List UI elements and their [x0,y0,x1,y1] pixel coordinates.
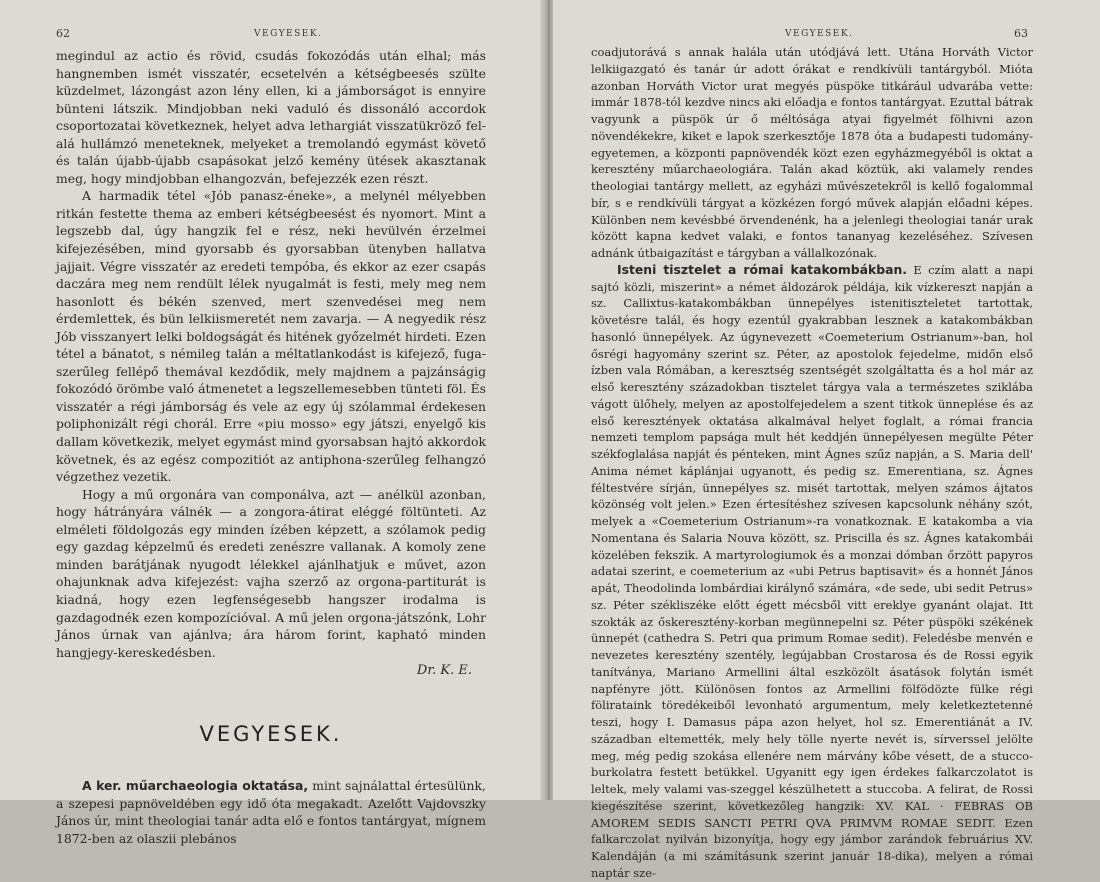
right-page [553,0,1100,880]
left-page-number: 62 [56,27,70,40]
item2-lead-title: Isteni tisztelet a római katakombákban. [617,261,907,277]
left-paragraph-1: megindul az actio és rövid, csudás fokozódás után elhal; más hangnemben ismét visszatér, ecsetelvén a kétségbeesés szülte küzdelmet, lázongást azon lény ellen, ki a jámborságot is ennyire bünteni látszik. Mindjobban neki vaduló és dissonáló accordok csoportozatai következnek, helyet adva lethargiát visszatükröző fel-alá hullámzó meneteknek, melyeket a tremolandó egymást követő és talán újabb-újabb csapásokat jelző kemény ütések akasztanak meg, hogy mindjobban elhangozván, befejezzék ezen részt. [56,48,486,186]
item-body-text: mint sajnálattal értesülünk, a szepesi papnöveldében egy idő óta megakadt. Azelőtt Vajdovszky János úr, mint theologiai tanár adta elő e fontos tantárgyat, mígnem 1872-ben az olaszii plebános [56,778,486,846]
left-page [0,0,545,846]
right-page-number: 63 [1014,27,1028,40]
signature: Dr. K. E. [416,663,472,679]
item-lead-title: A ker. műarchaeologia oktatása, [82,778,309,794]
section-heading: VEGYESEK. [199,721,343,746]
left-item-paragraph [56,777,486,847]
right-item-paragraph [591,262,1033,882]
item2-body-text: E czím alatt a napi sajtó közli, miszerint» a német áldozárok példája, kik vízkereszt napján a sz. Callixtus-katakombákban ünnepélyes istenitiszteletet tartottak, követésre talál, és hogy ezentúl gyakrabban lesznek a katakombákban hasonló ünnepélyek. Az úgynevezett «Coemeterium Ostrianum»-ban, hol ősrégi hagyomány szerint sz. Péter, az apostolok fejedelme, midőn első ízben vala Rómában, a keresztség szentségét szolgáltatta és a hol már az első keresztény századokban tisztelet tárgya vala a természetes sziklába vágott ülőhely, melyen az apostolfejedelem a szent titkok ünneplése és az első keresztények oktatása alkalmával helyet foglalt, a római francia nemzeti templom papsága mult hét keddjén ünnepélyesen megülte Péter székfoglalása napját és pénteken, mint Ágnes szűz napján, a S. Maria dell' Anima német káplánjai ugyanott, és pedig sz. Emerentiana, sz. Ágnes féltestvére sírján, ünnepélyes sz. misét tartottak, melyen számos ájtatos közönség volt jelen.» Ezen értesítéshez szívesen kapcsolunk néhány szót, melyek a «Coemeterium Ostrianum»-ra vonatkoznak. E katakomba a via Nomentana és Salaria Nouva között, sz. Priscilla és sz. Ágnes katakombái közelében fekszik. A martyrologiumok és a monzai dómban őrzött papyros adatai szerint, e coemeterium az «ubi Petrus baptisavit» és a honnét János apát, Theodolinda lombárdiai királynő számára, «de sede, ubi sedit Petrus» sz. Péter székliszéke előtt égett mécsből vitt ereklye gyanánt olajat. Itt szokták az őskeresztény-korban megünnepelni sz. Péter püspöki székének ünnepét (cathedra S. Petri qua primum Romae sedit). Feledésbe menvén e nevezetes keresztény szentély, legújabban Crostarosa és de Rossi egyik tanítványa, Mariano Armellini által eszközölt ásatások folytán ismét napfényre jött. Különösen fontos az Armellini fölfödözte fülke régi fölirataink töredékeiből levonható argumentum, mely keletkeztetenné teszi, hogy I. Damasus pápa azon helyet, hol sz. Emerentiánát a IV. században eltemették, mely hely tölle nyerte nevét is, sírverssel jelölte meg, még pedig szokása ellenére nem márvány kőbe vésett, de a stucco-burkolatra festett betükkel. Ugyanitt egy igen érdekes falkarczolatot is leltek, mely valami vas-szeggel készülhetett a stuccoba. A felirat, de Rossi kiegészítése szerint, következőleg hangzik: XV. KAL · FEBRAS OB AMOREM SEDIS SANCTI PETRI QVA PRIMVM ROMAE SEDIT. Ezen falkarczolat nyilván bizonyítja, hogy egy jámbor zarándok februárius XV. Kalendáján (a mi számításunk szerint január 18-dika), melyen a római naptár sze- [591,262,1033,880]
left-paragraph-2: A harmadik tétel «Jób panasz-éneke», a melynél mélyebben ritkán festette thema az emberi kétségbeesést és nyomort. Mint a legszebb dal, úgy hangzik fel e rész, neki hevülvén érzelmei kifejezésében, mind gyorsabb és gyorsabban ütenyben hallatva jajjait. Végre visszatér az eredeti tempóba, és ekkor az ezer csapás daczára meg nem rendült lélek nyugalmát is festi, mely meg nem hasonlott és békén szenved, mert szenvedései meg nem érdemlettek, és bün lelkiismeretét nem zavarja. — A negyedik rész Jób visszanyert lelki boldogságát és hitének győzelmét hirdeti. Ezen tétel a bánatot, s némileg talán a méltatlankodást is kifejező, fuga-szerűleg fellépő themával kezdődik, mely majdnem a pajzánságig fokozódó örömbe való átmenetet a legszellemesebben tünteti föl. És visszatér a régi jámborság és vele az egy új szólammal érdekesen poliphonizált régi chorál. Erre «piu mosso» egy játszi, enyelgő kis dallam következik, melyet egymást mind gyorsabsan hajtó akkordok követnek, és az egész compozitiót az antiphona-szerűleg felhangzó végzethez vezetik. [56,188,486,485]
right-paragraph-1: coadjutorává s annak halála után utódjává lett. Utána Horváth Victor lelkiigazgató és tanár úr adott órákat e rendkívüli tantárgyból. Mióta azonban Horváth Victor urat megyés püspöke titkárául udvarába vette: immár 1878-tól kezdve nincs aki előadja e fontos tantárgyat. Ezuttal bátrak vagyunk a püspök úr ő méltósága atyai figyelmét fölhivni azon növendékekre, kiket e lapok szerkesztője 1878 óta a budapesti tudomány-egyetemen, a központi papnövendék közt ezen egyházmegyéből is oktat a keresztény műarchaeologiára. Talán akad köztük, aki valamely rendes theologiai tantárgy mellett, az egyházi művészetekről is kellő fogalommal bír, s e rendkívüli tárgyat a közkézen forgó művek alapján előadni képes. Különben nem kevésbbé örvendenénk, ha a jelenlegi theologiai tanár urak között kapna kedvet valaki, e fontos tananyag kezeléséhez. Szívesen adnánk útbaigazítást e tárgyban a vállalkozónak. [591,45,1033,260]
left-paragraph-3: Hogy a mű orgonára van componálva, azt — anélkül azonban, hogy hátrányára válnék — a zongora-átirat eléggé föltünteti. Az elméleti földolgozás egy minden ízében képzett, a szólamok pedig egy gazdag képzelmű és eredeti zenészre vallanak. A komoly zene minden barátjának nyugodt lélekkel ajánlhatjuk e művet, azon ohajunknak adva kifejezést: vajha szerző az orgona-partiturát is kiadná, hogy ezen legfenségesebb hangszer irodalma is gazdagodnék ezen kompozícióval. A mű jelen orgona-játszónk, Lohr János úrnak van ajánlva; ára három forint, kapható minden hangjegy-kereskedésben. [56,486,486,660]
right-running-head: VEGYESEK. [785,29,854,39]
right-body-text [591,44,1033,882]
left-body-text [56,47,486,847]
left-running-head: VEGYESEK. [254,29,323,39]
